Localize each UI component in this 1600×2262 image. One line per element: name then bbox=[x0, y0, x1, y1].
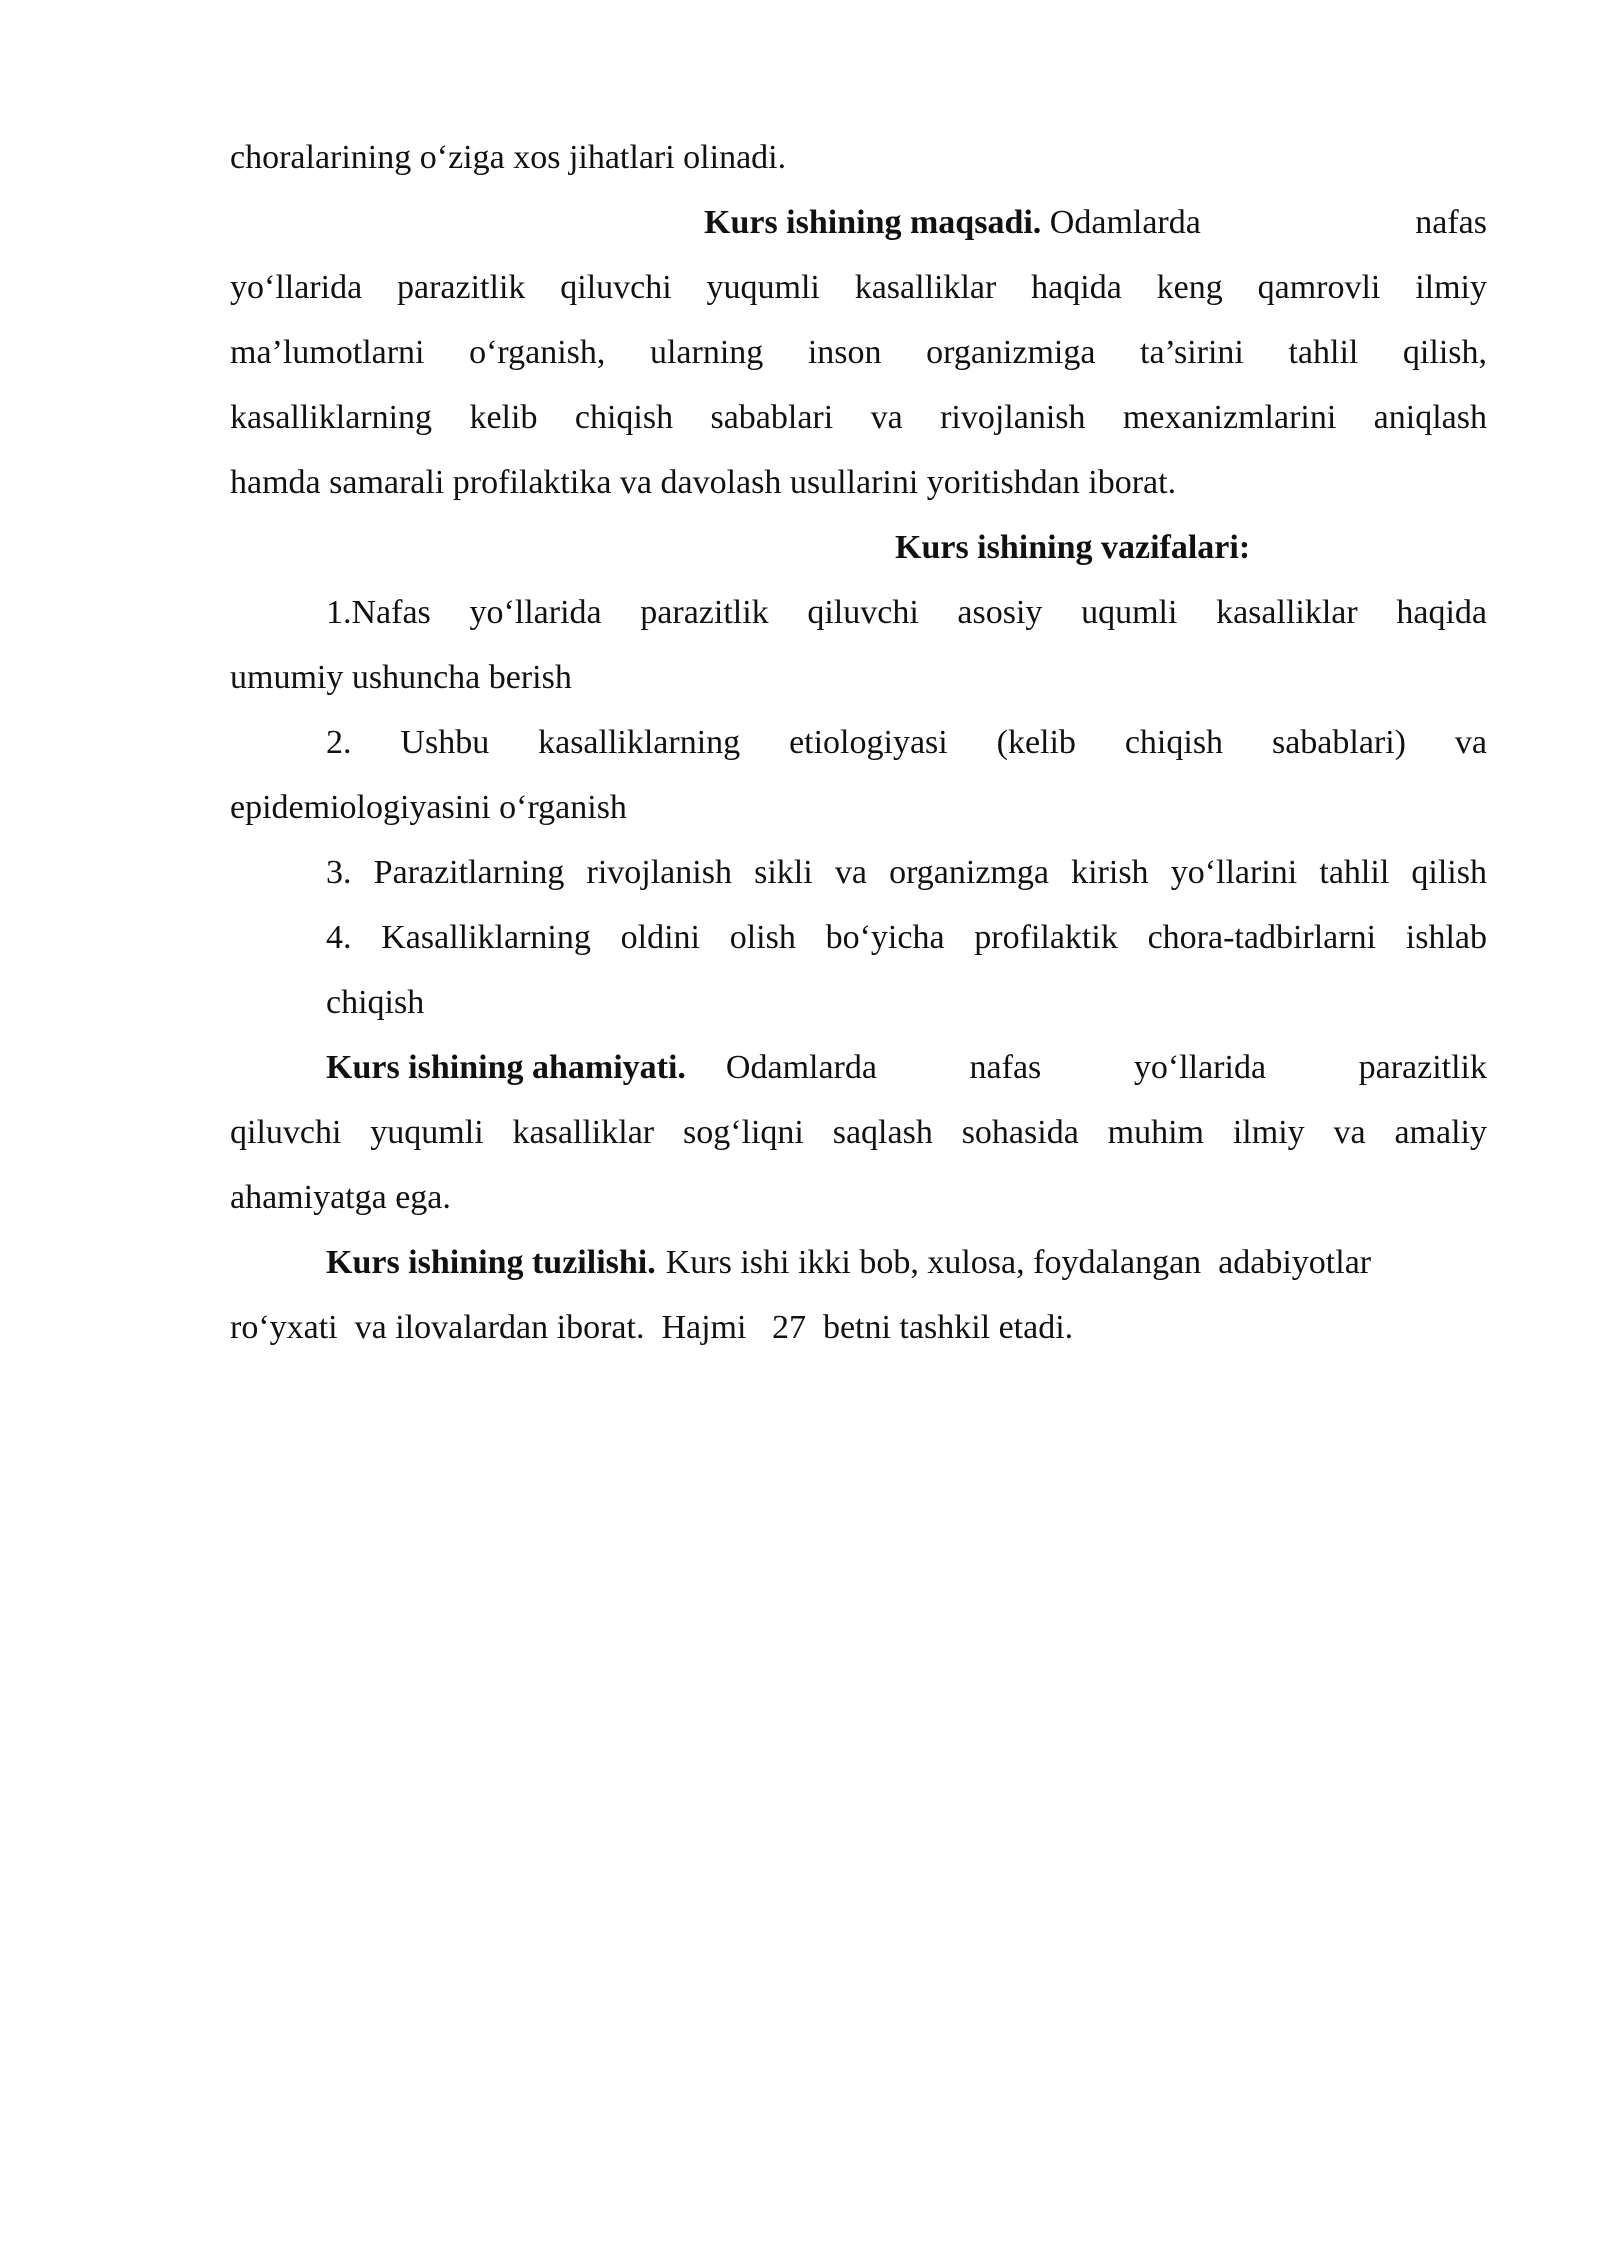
ahamiyat-last-line: ahamiyatga ega. bbox=[230, 1179, 451, 1216]
tuzilish-first-line bbox=[230, 1230, 1487, 1295]
intro-tail-line: choralarining o‘ziga xos jihatlari olinadi. bbox=[230, 139, 787, 176]
tuzilish-last-line: ro‘yxati va ilovalardan iborat. Hajmi 27 betni tashkil etadi. bbox=[230, 1309, 1074, 1346]
maqsad-line: yo‘llarida parazitlik qiluvchi yuqumli kasalliklar haqida keng qamrovli ilmiy bbox=[230, 269, 1487, 306]
tuzilish-heading: Kurs ishining tuzilishi. bbox=[326, 1244, 656, 1281]
maqsad-lead: Odamlarda bbox=[1049, 204, 1201, 241]
vazifa-item-2-rest: epidemiologiyasini o‘rganish bbox=[230, 789, 627, 826]
vazifa-item-1-rest: umumiy ushuncha berish bbox=[230, 659, 572, 696]
vazifa-item-1-first: 1.Nafas yo‘llarida parazitlik qiluvchi asosiy uqumli kasalliklar haqida bbox=[326, 594, 1487, 631]
maqsad-lead-end: nafas bbox=[1415, 204, 1487, 241]
vazifa-item-4-rest: chiqish bbox=[326, 984, 425, 1021]
maqsad-last-line: hamda samarali profilaktika va davolash usullarini yoritishdan iborat. bbox=[230, 464, 1177, 501]
vazifa-item-4-first: 4. Kasalliklarning oldini olish bo‘yicha profilaktik chora-tadbirlarni ishlab bbox=[326, 919, 1487, 956]
vazifa-item-3: 3. Parazitlarning rivojlanish sikli va organizmga kirish yo‘llarini tahlil qilish bbox=[326, 854, 1487, 891]
maqsad-first-line bbox=[230, 190, 1487, 255]
vazifa-item-2-first: 2. Ushbu kasalliklarning etiologiyasi (kelib chiqish sabablari) va bbox=[326, 724, 1487, 761]
maqsad-line: ma’lumotlarni o‘rganish, ularning inson organizmiga ta’sirini tahlil qilish, bbox=[230, 334, 1487, 371]
ahamiyat-heading: Kurs ishining ahamiyati. bbox=[326, 1049, 686, 1086]
ahamiyat-first-text: Odamlarda nafas yo‘llarida parazitlik bbox=[725, 1049, 1487, 1086]
document-body bbox=[230, 125, 1487, 1360]
tuzilish-first-text: Kurs ishi ikki bob, xulosa, foydalangan adabiyotlar bbox=[665, 1244, 1372, 1281]
maqsad-line: kasalliklarning kelib chiqish sabablari va rivojlanish mexanizmlarini aniqlash bbox=[230, 399, 1487, 436]
ahamiyat-line: qiluvchi yuqumli kasalliklar sog‘liqni saqlash sohasida muhim ilmiy va amaliy bbox=[230, 1114, 1487, 1151]
maqsad-heading: Kurs ishining maqsadi. bbox=[704, 204, 1042, 241]
ahamiyat-first-line bbox=[230, 1035, 1487, 1100]
vazifalar-heading: Kurs ishining vazifalari: bbox=[895, 529, 1251, 566]
